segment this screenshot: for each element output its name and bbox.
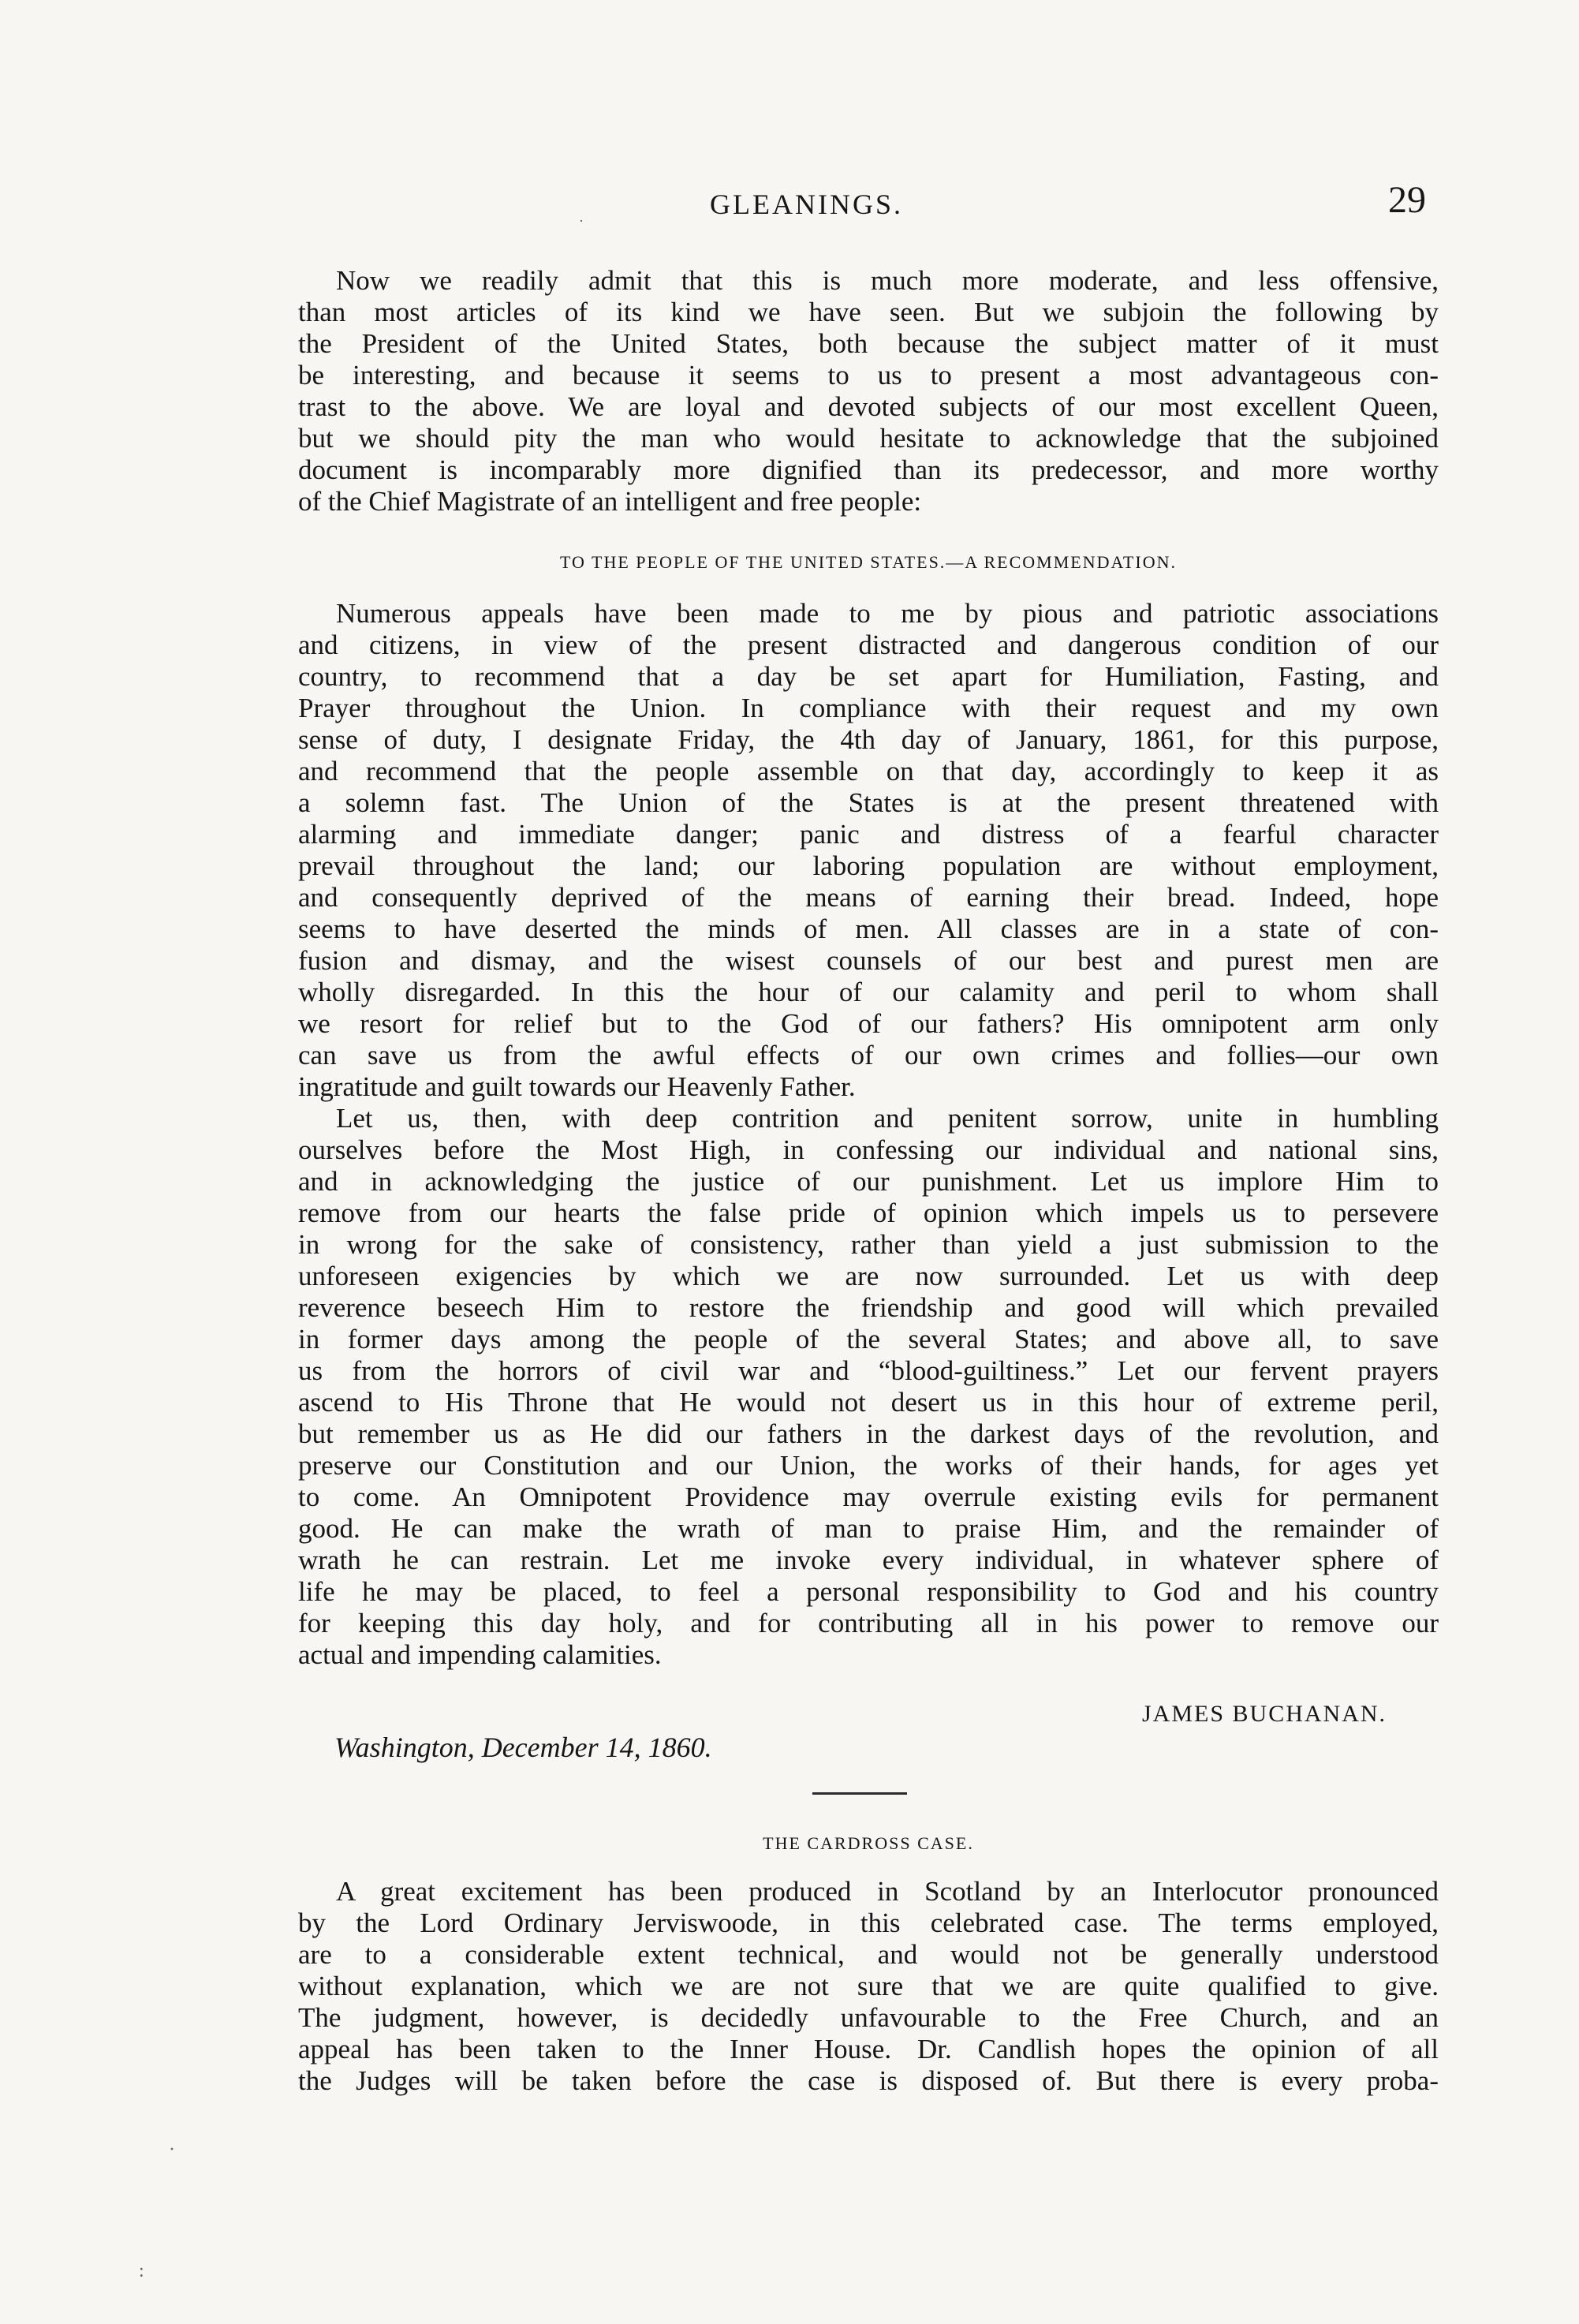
text-line: wholly disregarded. In this the hour of our calamity and peril to whom shall: [298, 977, 1439, 1007]
text-line: appeal has been taken to the Inner House. Dr. Candlish hopes the opinion of all: [298, 2034, 1439, 2064]
text-line: actual and impending calamities.: [298, 1639, 662, 1670]
text-line: are to a considerable extent technical, and would not be generally understood: [298, 1939, 1439, 1970]
text-line: The judgment, however, is decidedly unfavourable to the Free Church, and an: [298, 2002, 1439, 2033]
text-line: ingratitude and guilt towards our Heavenly Father.: [298, 1071, 856, 1102]
text-line: can save us from the awful effects of our own crimes and follies—our own: [298, 1040, 1439, 1070]
text-line: Numerous appeals have been made to me by pious and patriotic associations: [336, 598, 1439, 629]
stray-mark: :: [139, 2261, 144, 2281]
text-line: sense of duty, I designate Friday, the 4th day of January, 1861, for this purpose,: [298, 724, 1439, 755]
proclamation-paragraph-2: [298, 1103, 1439, 1671]
running-title: GLEANINGS.: [710, 189, 903, 220]
signature: JAMES BUCHANAN.: [1142, 1701, 1387, 1727]
text-line: but remember us as He did our fathers in the darkest days of the revolution, and: [298, 1418, 1439, 1449]
cardross-paragraph: [298, 1876, 1439, 2097]
proclamation-paragraph-1: [298, 598, 1439, 1103]
text-line: by the Lord Ordinary Jerviswoode, in this celebrated case. The terms employed,: [298, 1907, 1439, 1938]
text-line: and citizens, in view of the present distracted and dangerous condition of our: [298, 630, 1439, 660]
text-line: but we should pity the man who would hesitate to acknowledge that the subjoined: [298, 423, 1439, 454]
text-line: prevail throughout the land; our laboring population are without employment,: [298, 850, 1439, 881]
text-line: ascend to His Throne that He would not desert us in this hour of extreme peril,: [298, 1387, 1439, 1418]
cardross-heading-block: [298, 1833, 1439, 1854]
text-line: in wrong for the sake of consistency, rather than yield a just submission to the: [298, 1229, 1439, 1260]
text-line: Now we readily admit that this is much more moderate, and less offensive,: [336, 265, 1439, 296]
text-line: remove from our hearts the false pride of opinion which impels us to persevere: [298, 1197, 1439, 1228]
page-number: 29: [1388, 179, 1426, 221]
proclamation-heading-block: [298, 552, 1439, 573]
text-line: in former days among the people of the several States; and above all, to save: [298, 1324, 1439, 1354]
text-line: document is incomparably more dignified than its predecessor, and more worthy: [298, 454, 1439, 485]
text-line: A great excitement has been produced in Scotland by an Interlocutor pronounced: [336, 1876, 1439, 1907]
text-line: alarming and immediate danger; panic and distress of a fearful character: [298, 819, 1439, 850]
section-heading: TO THE PEOPLE OF THE UNITED STATES.—A RECOMMENDATION.: [560, 552, 1177, 572]
stray-mark: ·: [169, 2139, 175, 2160]
text-line: unforeseen exigencies by which we are now surrounded. Let us with deep: [298, 1261, 1439, 1291]
text-line: life he may be placed, to feel a personal responsibility to God and his country: [298, 1576, 1439, 1607]
running-head: [0, 178, 1579, 229]
text-line: reverence beseech Him to restore the friendship and good will which prevailed: [298, 1292, 1439, 1323]
dateline: Washington, December 14, 1860.: [334, 1732, 712, 1763]
text-line: and in acknowledging the justice of our punishment. Let us implore Him to: [298, 1166, 1439, 1197]
text-line: we resort for relief but to the God of our fathers? His omnipotent arm only: [298, 1008, 1439, 1039]
section-heading: THE CARDROSS CASE.: [763, 1833, 974, 1853]
text-line: trast to the above. We are loyal and devoted subjects of our most excellent Queen,: [298, 391, 1439, 422]
text-line: ourselves before the Most High, in confessing our individual and national sins,: [298, 1134, 1439, 1165]
intro-paragraph: [298, 265, 1439, 517]
text-line: wrath he can restrain. Let me invoke every individual, in whatever sphere of: [298, 1545, 1439, 1575]
text-line: country, to recommend that a day be set apart for Humiliation, Fasting, and: [298, 661, 1439, 692]
text-line: be interesting, and because it seems to us to present a most advantageous con-: [298, 360, 1439, 390]
text-line: to come. An Omnipotent Providence may overrule existing evils for permanent: [298, 1481, 1439, 1512]
text-line: for keeping this day holy, and for contributing all in his power to remove our: [298, 1608, 1439, 1638]
text-line: than most articles of its kind we have seen. But we subjoin the following by: [298, 297, 1439, 327]
text-line: Let us, then, with deep contrition and penitent sorrow, unite in humbling: [336, 1103, 1439, 1134]
text-line: without explanation, which we are not sure that we are quite qualified to give.: [298, 1971, 1439, 2001]
text-line: preserve our Constitution and our Union, the works of their hands, for ages yet: [298, 1450, 1439, 1481]
text-line: Prayer throughout the Union. In compliance with their request and my own: [298, 693, 1439, 723]
text-line: good. He can make the wrath of man to praise Him, and the remainder of: [298, 1513, 1439, 1544]
text-line: a solemn fast. The Union of the States is at the present threatened with: [298, 787, 1439, 818]
text-line: seems to have deserted the minds of men. All classes are in a state of con-: [298, 914, 1439, 944]
text-line: the Judges will be taken before the case is disposed of. But there is every proba-: [298, 2065, 1439, 2096]
text-line: and recommend that the people assemble on that day, accordingly to keep it as: [298, 756, 1439, 786]
text-line: and consequently deprived of the means of earning their bread. Indeed, hope: [298, 882, 1439, 913]
text-line: fusion and dismay, and the wisest counsels of our best and purest men are: [298, 945, 1439, 976]
text-line: us from the horrors of civil war and “blood-guiltiness.” Let our fervent prayers: [298, 1355, 1439, 1386]
text-line: of the Chief Magistrate of an intelligent and free people:: [298, 486, 922, 517]
section-divider: [812, 1792, 907, 1795]
text-line: the President of the United States, both because the subject matter of it must: [298, 328, 1439, 359]
stray-mark: ·: [579, 213, 584, 229]
